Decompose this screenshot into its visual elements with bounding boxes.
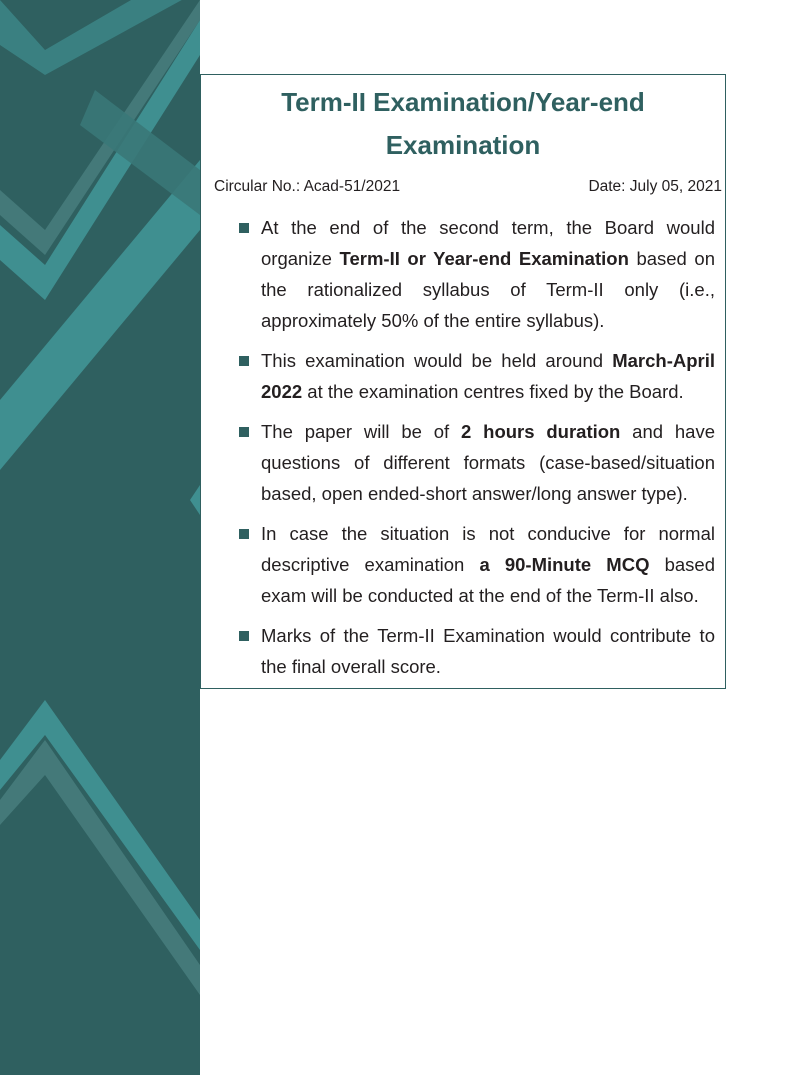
bold-text: a 90-Minute MCQ (479, 554, 650, 575)
list-item (239, 518, 715, 611)
bullet-square-icon (239, 529, 249, 539)
circular-date: Date: July 05, 2021 (588, 178, 722, 195)
decorative-side-panel (0, 0, 200, 1075)
list-item (239, 212, 715, 336)
circular-box (200, 74, 726, 689)
bullet-square-icon (239, 631, 249, 641)
list-item (239, 345, 715, 407)
text: at the examination centres fixed by the Board. (302, 381, 684, 402)
bold-text: Term-II or Year-end Examination (339, 248, 629, 269)
bullet-square-icon (239, 223, 249, 233)
circular-number: Circular No.: Acad-51/2021 (214, 178, 401, 195)
list-item (239, 620, 715, 682)
bullet-square-icon (239, 356, 249, 366)
page-title-line2: Examination (385, 130, 541, 160)
text: based exam will be conducted at the end of the Term-II also. (261, 554, 715, 606)
text: The paper will be of (261, 421, 462, 442)
list-item (239, 416, 715, 509)
bullet-square-icon (239, 427, 249, 437)
text: Marks of the Term-II Examination would contribute to the final overall score. (261, 625, 715, 677)
text: In case the situation is not conducive for normal descriptive examination (261, 523, 715, 575)
page-title-line1: Term-II Examination/Year-end (281, 87, 645, 117)
text: and have questions of different formats (case-based/situation based, open ended-short answer/long answer type). (261, 421, 715, 504)
bullet-list (239, 212, 715, 691)
bold-text: March-April 2022 (261, 350, 715, 402)
text: based on the rationalized syllabus of Term-II only (i.e., approximately 50% of the entire syllabus). (261, 248, 715, 331)
text: At the end of the second term, the Board would organize (261, 217, 715, 269)
bold-text: 2 hours duration (461, 421, 621, 442)
text: This examination would be held around (261, 350, 613, 371)
